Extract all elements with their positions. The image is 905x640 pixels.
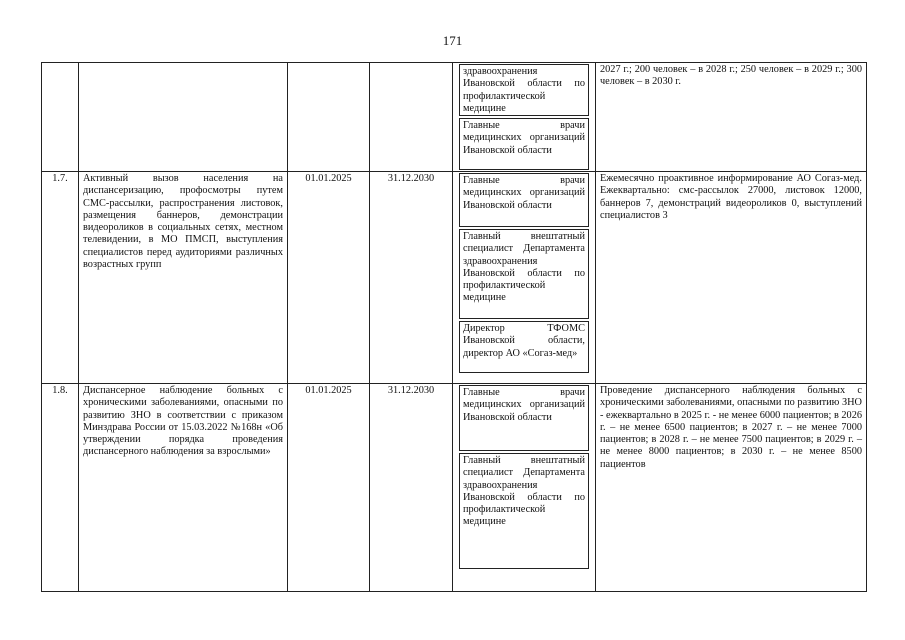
responsible-cell — [453, 384, 596, 592]
table-row-continuation — [42, 63, 867, 172]
responsible-entry: Главные врачи медицинских организаций Ивановской области — [459, 173, 589, 227]
responsible-cell — [453, 172, 596, 384]
row-number: 1.8. — [42, 384, 79, 592]
responsible-entry: здравоохранения Ивановской области по профилактической медицине — [459, 64, 589, 116]
measures-table — [41, 62, 867, 592]
result-cell: 2027 г.; 200 человек – в 2028 г.; 250 человек – в 2029 г.; 300 человек – в 2030 г. — [596, 63, 867, 172]
num-cell — [42, 63, 79, 172]
result-text: Ежемесячно проактивное информирование АО Согаз-мед. Ежеквартально: смс-рассылок 27000, листовок 12000, баннеров 7, демонстраций видеороликов 0, выступлений специалистов 3 — [596, 172, 867, 384]
responsible-entry: Главный внештатный специалист Департамента здравоохранения Ивановской области по профилактической медицине — [459, 453, 589, 569]
responsible-entry: Главный внештатный специалист Департамента здравоохранения Ивановской области по профилактической медицине — [459, 229, 589, 319]
table-row — [42, 172, 867, 384]
action-cell — [79, 63, 288, 172]
table-row — [42, 384, 867, 592]
action-text: Диспансерное наблюдение больных с хроническими заболеваниями, опасными по развитию ЗНО в соответствии с приказом Минздрава России от 15.03.2022 №168н «Об утверждении порядка проведения диспансерного наблюдения за взрослыми» — [79, 384, 288, 592]
action-text: Активный вызов населения на диспансеризацию, профосмотры путем СМС-рассылки, распространения листовок, размещения баннеров, демонстрации видеороликов в социальных сетях, местном телевидении, в МО ПМСП, выступления специалистов перед аудиториями различных возрастных групп — [79, 172, 288, 384]
start-date: 01.01.2025 — [288, 172, 370, 384]
result-text: Проведение диспансерного наблюдения больных с хроническими заболеваниями, опасными по развитию ЗНО - ежеквартально в 2025 г. - не менее 6000 пациентов; в 2026 г. – не менее 6500 пациентов; в 2027 г. – не менее 7000 пациентов; в 2028 г. – не менее 7500 пациентов; в 2029 г. – не менее 8000 пациентов; в 2030 г. – не менее 8500 пациентов — [596, 384, 867, 592]
responsible-entry: Главные врачи медицинских организаций Ивановской области — [459, 385, 589, 451]
responsible-entry: Главные врачи медицинских организаций Ивановской области — [459, 118, 589, 170]
responsible-cell — [453, 63, 596, 172]
responsible-entry: Директор ТФОМС Ивановской области, директор АО «Согаз-мед» — [459, 321, 589, 373]
start-date-cell — [288, 63, 370, 172]
end-date-cell — [370, 63, 453, 172]
end-date: 31.12.2030 — [370, 384, 453, 592]
start-date: 01.01.2025 — [288, 384, 370, 592]
page-number: 171 — [442, 33, 463, 48]
end-date: 31.12.2030 — [370, 172, 453, 384]
row-number: 1.7. — [42, 172, 79, 384]
